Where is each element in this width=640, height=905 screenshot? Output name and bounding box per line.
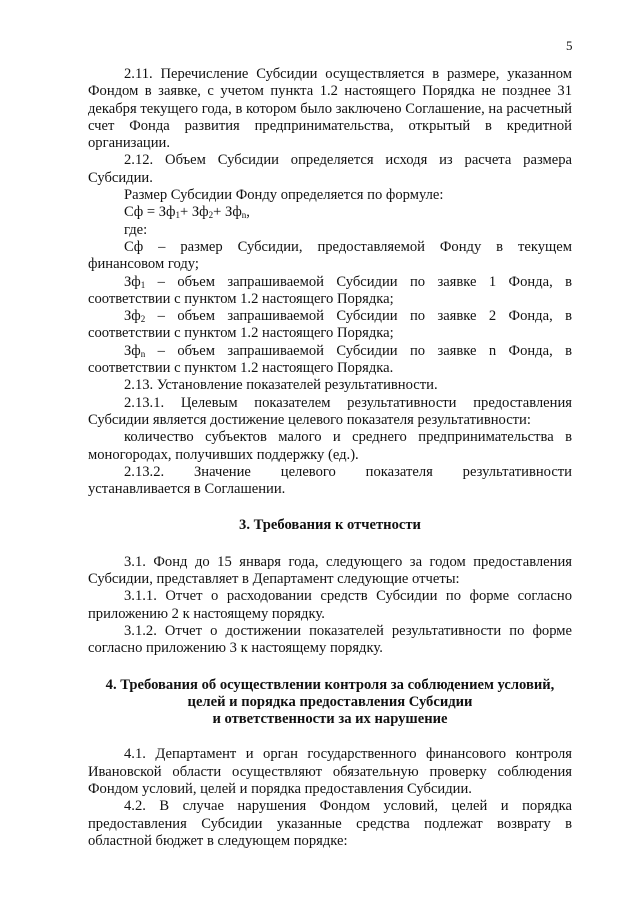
document-body: [88, 66, 572, 850]
formula-intro: Размер Субсидии Фонду определяется по формуле:: [124, 187, 444, 204]
paragraph-2-13-2: 2.13.2. Значение целевого показателя результативности устанавливается в Соглашении.: [88, 463, 572, 498]
paragraph-2-11: 2.11. Перечисление Субсидии осуществляется в размере, указанном Фондом в заявке, с учетом пункта 1.2 настоящего Порядка не позднее 31 декабря текущего года, в котором было заключено Соглашение, на расчетный счет Фонда развития предпринимательства, открытый в кредитной организации.: [88, 66, 572, 152]
section-4-heading-line-2: целей и порядка предоставления Субсидии: [187, 693, 473, 710]
section-4-heading-line-1: 4. Требования об осуществлении контроля за соблюдением условий,: [105, 676, 555, 693]
definition-zf1: [88, 274, 572, 309]
zfn-sub: n: [140, 348, 146, 359]
formula-sub-2: 2: [208, 210, 214, 221]
zf2-symbol: Зф: [124, 308, 141, 325]
indicator-paragraph: количество субъектов малого и среднего предпринимательства в моногородах, получивших поддержку (ед.).: [88, 429, 572, 463]
where-label: где:: [124, 221, 148, 238]
zf1-symbol: Зф: [124, 273, 141, 290]
definition-sf: Сф – размер Субсидии, предоставляемой Фонду в текущем финансовом году;: [88, 238, 572, 273]
paragraph-2-13: 2.13. Установление показателей результативности.: [124, 377, 438, 394]
paragraph-2-12: 2.12. Объем Субсидии определяется исходя из расчета размера Субсидии.: [88, 152, 572, 186]
paragraph-3-1: 3.1. Фонд до 15 января года, следующего за годом предоставления Субсидии, представляет в Департамент следующие отчеты:: [88, 553, 572, 588]
zf1-sub: 1: [140, 279, 146, 290]
zf2-text: – объем запрашиваемой Субсидии по заявке 2 Фонда, в соответствии с пунктом 1.2 настоящего Порядка;: [88, 308, 572, 342]
formula-plus-2: + Зф: [213, 204, 242, 221]
formula-sub-1: 1: [175, 210, 180, 221]
formula-sub-n: n: [241, 210, 247, 221]
zfn-symbol: Зф: [124, 342, 141, 359]
subsidy-formula: [88, 204, 572, 221]
paragraph-4-2: 4.2. В случае нарушения Фондом условий, целей и порядка предоставления Субсидии указанные средства подлежат возврату в областной бюджет в следующем порядке:: [88, 798, 572, 849]
definition-zf2: [88, 308, 572, 343]
paragraph-3-1-1: 3.1.1. Отчет о расходовании средств Субсидии по форме согласно приложению 2 к настоящему порядку.: [88, 588, 572, 622]
paragraph-2-13-1: 2.13.1. Целевым показателем результативности предоставления Субсидии является достижение целевого показателя результативности:: [88, 394, 572, 428]
spacer: [88, 498, 572, 517]
spacer: [88, 658, 572, 677]
spacer: [88, 535, 572, 554]
formula-plus-1: + Зф: [179, 204, 209, 221]
zf1-text: – объем запрашиваемой Субсидии по заявке 1 Фонда, в соответствии с пунктом 1.2 настоящего Порядка;: [88, 273, 572, 307]
page-number: 5: [566, 38, 573, 53]
formula-lhs: Сф = Зф: [124, 204, 176, 221]
definition-zfn: [88, 343, 572, 378]
paragraph-3-1-2: 3.1.2. Отчет о достижении показателей результативности по форме согласно приложению 3 к настоящему порядку.: [88, 622, 572, 657]
paragraph-4-1: 4.1. Департамент и орган государственного финансового контроля Ивановской области осуществляют обязательную проверку соблюдения Фондом условий, целей и порядка предоставления Субсидии.: [88, 746, 572, 797]
zf2-sub: 2: [140, 314, 146, 325]
section-4-heading-line-3: и ответственности за их нарушение: [212, 711, 448, 728]
zfn-text: – объем запрашиваемой Субсидии по заявке n Фонда, в соответствии с пунктом 1.2 настоящего Порядка.: [88, 342, 572, 377]
formula-end: ,: [246, 204, 250, 221]
section-3-heading: 3. Требования к отчетности: [239, 517, 421, 534]
spacer: [88, 728, 572, 746]
